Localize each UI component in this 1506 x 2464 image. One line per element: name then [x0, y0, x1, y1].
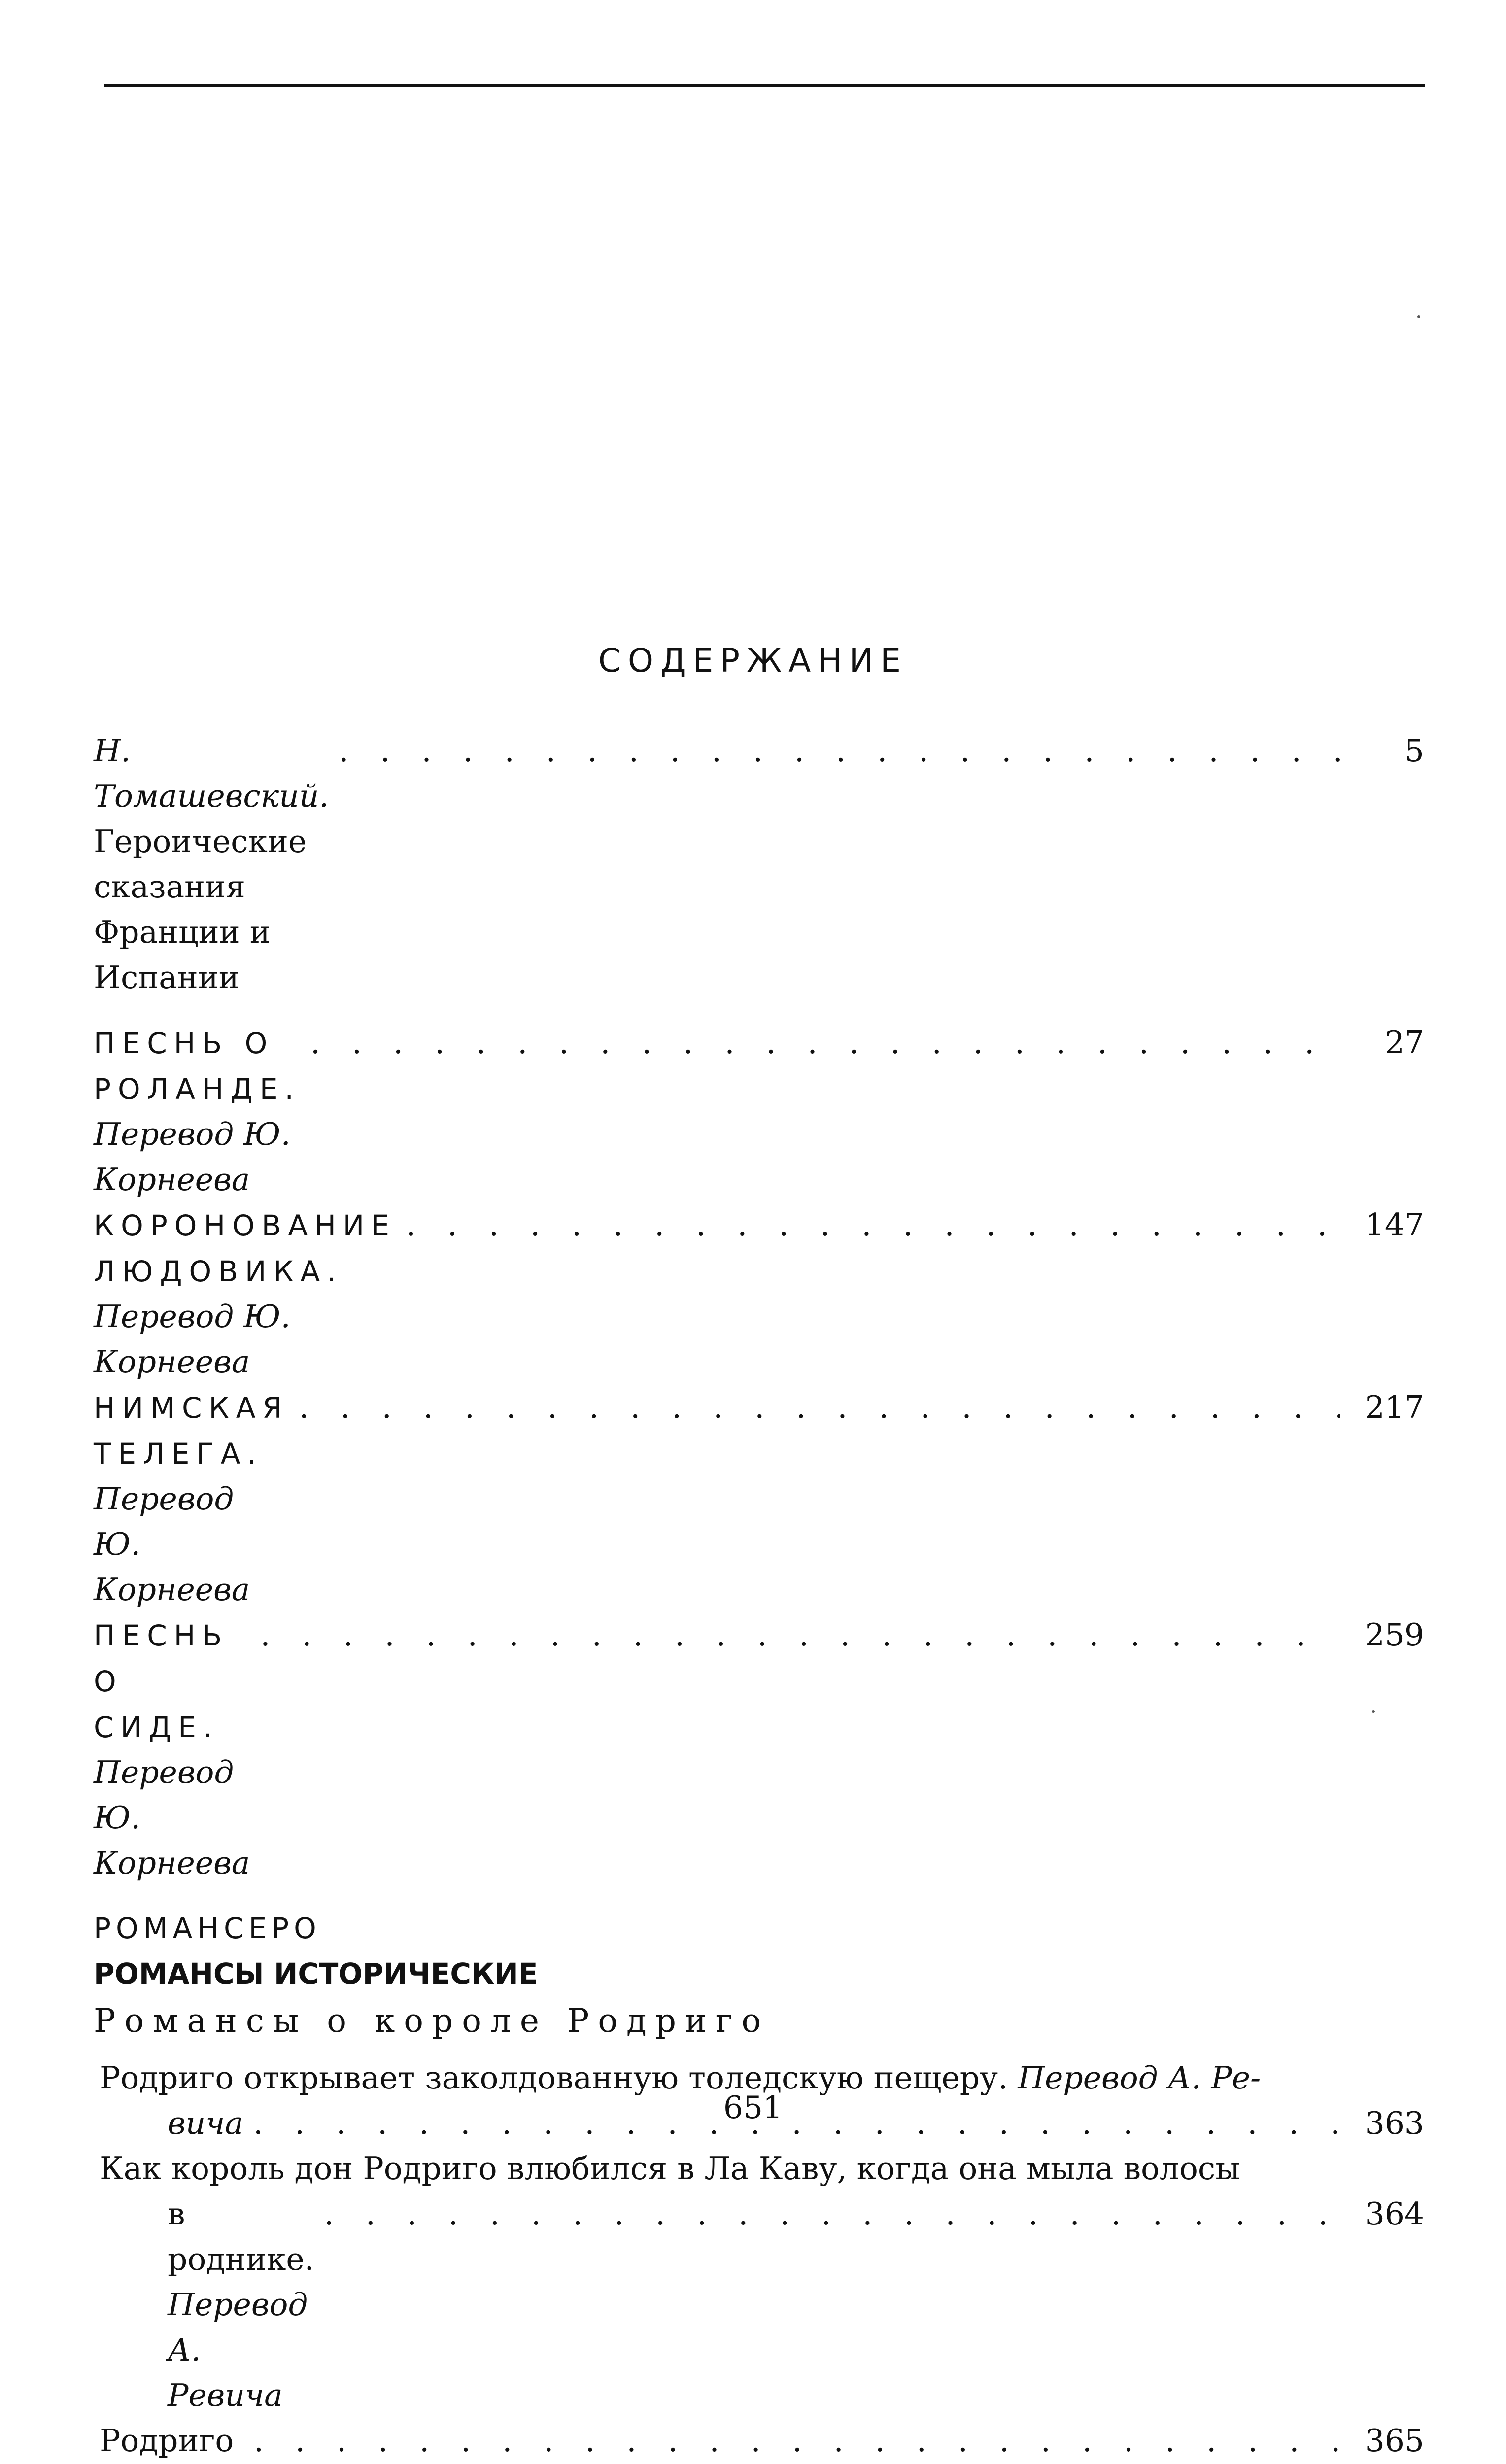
dot-leader	[289, 1385, 1340, 1430]
entry-title: ПЕСНЬ О РОЛАНДЕ.	[94, 1027, 301, 1106]
dot-leader	[329, 728, 1340, 774]
toc-entry-coronation[interactable]	[94, 1202, 1424, 1385]
dot-leader	[396, 1202, 1340, 1248]
section-title: РОМАНСЕРО	[94, 1912, 321, 1945]
dot-leader	[244, 2418, 1340, 2464]
dot-leader	[314, 2191, 1340, 2237]
entry-title: ПЕСНЬ О СИДЕ.	[94, 1619, 229, 1744]
top-rule	[104, 84, 1425, 87]
entry-translator: Перевод Ю. Корнеева	[94, 1754, 250, 1881]
toc-entry[interactable]	[94, 2418, 1424, 2464]
entry-page: 259	[1365, 1617, 1424, 1653]
entry-author: Н. Томашевский.	[94, 733, 329, 814]
entry-translator: вича	[168, 2105, 243, 2141]
entry-translator: Перевод Ю. Корнеева	[94, 1299, 291, 1380]
speck	[1417, 315, 1420, 318]
entry-title: КОРОНОВАНИЕ ЛЮДОВИКА.	[94, 1209, 396, 1288]
entry-title: НИМСКАЯ ТЕЛЕГА.	[94, 1391, 289, 1471]
entry-title: Героические сказания Франции и Испании	[94, 823, 307, 995]
entry-page: 217	[1365, 1389, 1424, 1425]
entry-page: 27	[1384, 1025, 1424, 1061]
table-of-contents	[94, 728, 1424, 2464]
entry-translator: Перевод А. Ревича	[168, 2287, 308, 2413]
entry-page: 363	[1365, 2105, 1424, 2141]
entry-page: 364	[1365, 2196, 1424, 2232]
toc-entry[interactable]	[94, 2146, 1424, 2418]
toc-entry-cid[interactable]	[94, 1612, 1424, 1886]
entry-title: Родриго открывает заколдованную толедскую пещеру.	[100, 2060, 1008, 2096]
entry-title: в роднике.	[168, 2196, 314, 2277]
section-subtitle: РОМАНСЫ ИСТОРИЧЕСКИЕ	[94, 1957, 538, 1990]
page-number: 651	[723, 2089, 783, 2125]
dot-leader	[250, 1612, 1340, 1658]
entry-translator: Перевод А. Ре-	[1018, 2060, 1261, 2096]
group-title: Романсы о короле Родриго	[94, 2002, 770, 2040]
entry-title: Как король дон Родриго влюбился в Ла Каву, когда она мыла волосы	[100, 2151, 1240, 2187]
entry-translator: Перевод Ю. Корнеева	[94, 1481, 250, 1608]
toc-entry-roland[interactable]	[94, 1020, 1424, 1202]
toc-entry-nimes[interactable]	[94, 1385, 1424, 1612]
entry-page: 5	[1404, 733, 1424, 769]
entry-translator: Перевод Ю. Корнеева	[94, 1116, 291, 1198]
entry-title: Родриго	[100, 2423, 234, 2459]
entry-page: 147	[1365, 1207, 1424, 1243]
dot-leader	[301, 1020, 1340, 1065]
toc-entry-intro[interactable]	[94, 728, 1424, 1000]
entry-page: 365	[1365, 2423, 1424, 2459]
page-title: СОДЕРЖАНИЕ	[598, 642, 908, 680]
